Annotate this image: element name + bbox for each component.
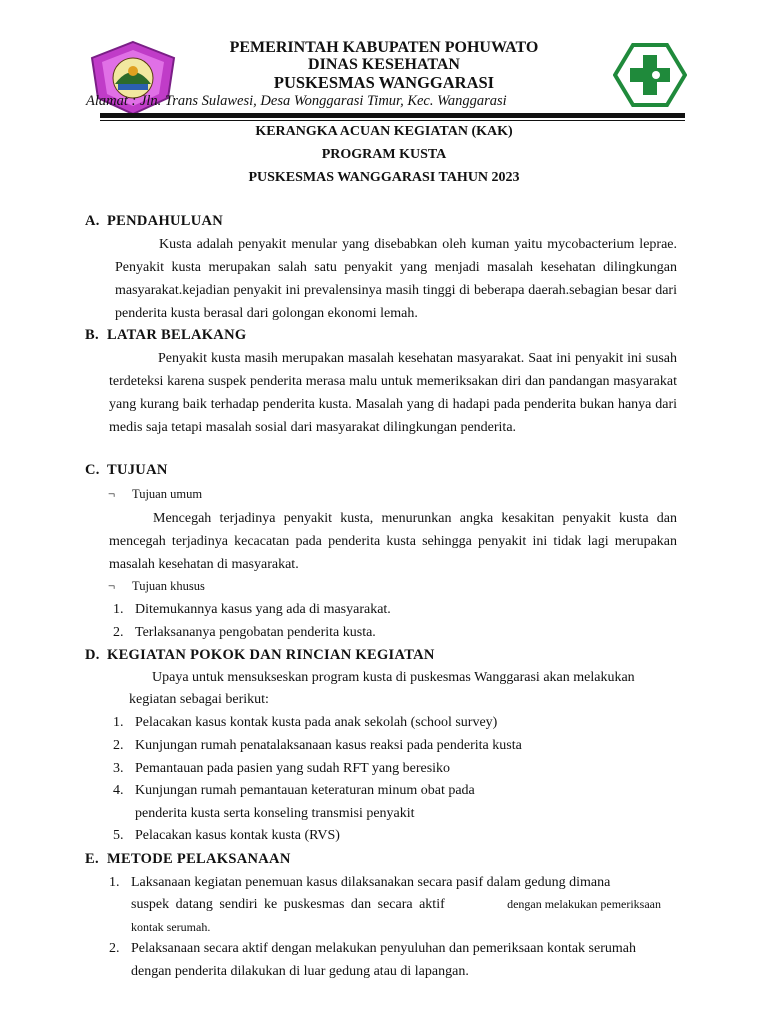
header-government: PEMERINTAH KABUPATEN POHUWATO [229,39,539,56]
section-b-heading [85,327,246,344]
metode-item-2-line1: 2. Pelaksanaan secara aktif dengan melakukan penyuluhan dan pemeriksaan kontak serumah [109,941,636,956]
doc-title-year: PUSKESMAS WANGGARASI TAHUN 2023 [248,170,520,185]
bullet-icon: ¬ [108,487,116,501]
kegiatan-item-3: 3. Pemantauan pada pasien yang sudah RFT yang beresiko [113,761,451,776]
kegiatan-item-1: 1. Pelacakan kasus kontak kusta pada anak sekolah (school survey) [113,715,498,730]
kegiatan-item-5: 5. Pelacakan kasus kontak kusta (RVS) [113,828,340,843]
section-b-letter: B. [85,327,99,343]
section-d-intro-line2: kegiatan sebagai berikut: [129,692,269,707]
header-rule-thin [100,120,685,121]
kegiatan-item-2: 2. Kunjungan rumah penatalaksanaan kasus reaksi pada penderita kusta [113,738,522,753]
header-puskesmas: PUSKESMAS WANGGARASI [273,73,495,92]
section-c-letter: C. [85,462,100,478]
section-d-title: KEGIATAN POKOK DAN RINCIAN KEGIATAN [107,647,435,663]
right-logo [613,43,687,107]
health-cross-icon [613,43,687,107]
doc-title-program: PROGRAM KUSTA [321,147,447,162]
metode-item-1-line2: suspek datang sendiri ke puskesmas dan secara aktif dengan melakukan pemeriksaan [131,897,661,912]
section-d-heading [85,647,435,664]
section-b-title: LATAR BELAKANG [107,327,247,343]
section-e-letter: E. [85,851,99,867]
section-b-paragraph: Penyakit kusta masih merupakan masalah kesehatan masyarakat. Saat ini penyakit ini susah terdeteksi karena suspek penderita merasa malu untuk memeriksakan diri dan pandangan masyarakat yang kurang baik terhadap penderita kusta. Masalah yang di hadapi pada penderita bukan hanya dari medis saja tetapi masalah sosial dari masyarakat dilingkungan penderita. [109,351,677,435]
kegiatan-item-4: 4. Kunjungan rumah pemantauan keteraturan minum obat pada [113,783,475,798]
section-a-paragraph: Kusta adalah penyakit menular yang disebabkan oleh kuman yaitu mycobacterium leprae. Penyakit kusta merupakan salah satu penyakit yang menjadi masalah kesehatan dilingkungan masyarakat.kejadian penyakit ini prevalensinya masih tinggi di beberapa daerah.sebagian besar dari penderita kusta berasal dari golongan ekonomi lemah. [115,237,677,321]
kegiatan-item-4-continued: penderita kusta serta konseling transmisi penyakit [135,806,415,821]
section-e-title: METODE PELAKSANAAN [107,851,291,867]
section-d-intro-line1: Upaya untuk mensukseskan program kusta di puskesmas Wanggarasi akan melakukan [152,670,635,685]
metode-item-1-line3: kontak serumah. [131,920,211,934]
section-a-letter: A. [85,213,100,229]
tujuan-umum-label: ¬ Tujuan umum [108,487,203,501]
metode-item-2-line2: dengan penderita dilakukan di luar gedung atau di lapangan. [131,964,469,979]
section-a-title: PENDAHULUAN [107,213,224,229]
header-address: Alamat : Jln. Trans Sulawesi, Desa Wonggarasi Timur, Kec. Wanggarasi [86,93,507,109]
header-rule-thick [100,113,685,118]
tujuan-khusus-item-2: 2. Terlaksananya pengobatan penderita kusta. [113,625,376,640]
tujuan-khusus-item-1: 1. Ditemukannya kasus yang ada di masyarakat. [113,602,391,617]
header-department: DINAS KESEHATAN [308,56,460,73]
tujuan-khusus-label: ¬ Tujuan khusus [108,579,205,593]
section-e-heading [85,851,291,868]
doc-title-kak: KERANGKA ACUAN KEGIATAN (KAK) [255,124,513,139]
section-c-heading [85,462,168,479]
metode-item-1-line1: 1. Laksanaan kegiatan penemuan kasus dilaksanakan secara pasif dalam gedung dimana [109,875,611,890]
bullet-icon: ¬ [108,579,116,593]
section-c-title: TUJUAN [107,462,168,478]
section-d-letter: D. [85,647,100,663]
section-a-heading [85,213,223,230]
tujuan-umum-paragraph: Mencegah terjadinya penyakit kusta, menurunkan angka kesakitan penyakit kusta dan mencegah terjadinya kecacatan pada penderita kusta sehingga penyakit ini tidak lagi merupakan masalah kesehatan di masyarakat. [109,511,677,572]
